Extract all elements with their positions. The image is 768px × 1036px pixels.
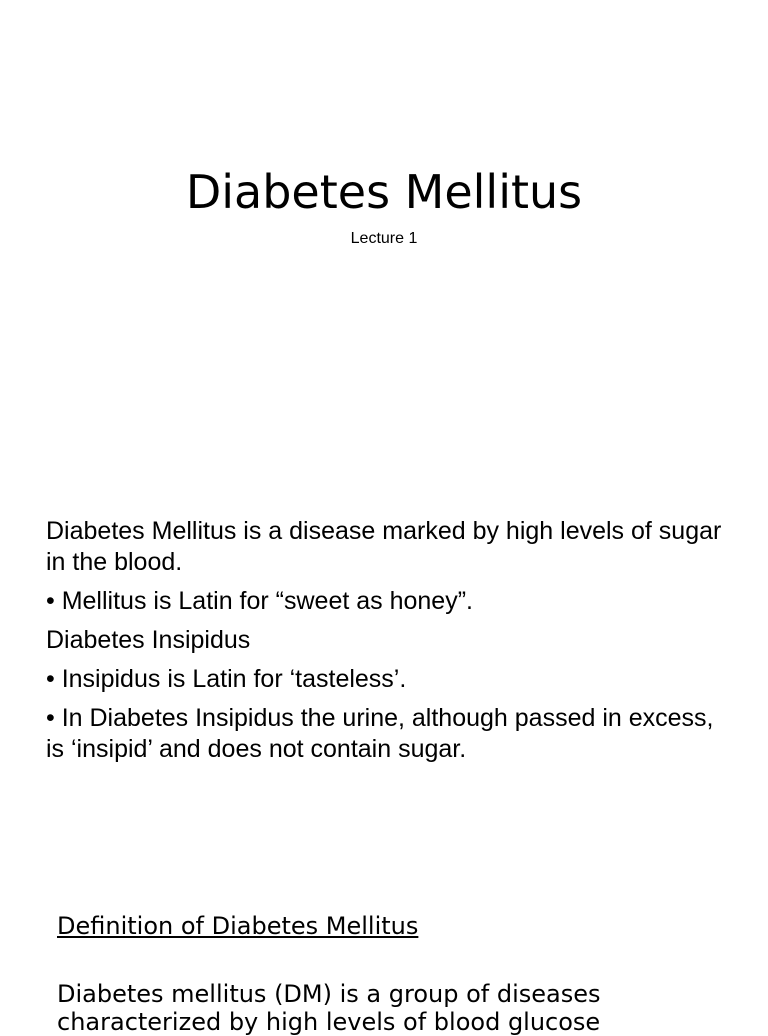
subheading-insipidus: Diabetes Insipidus <box>46 626 251 654</box>
intro-text-block <box>46 516 736 773</box>
page-title: Diabetes Mellitus <box>185 165 583 219</box>
intro-paragraph: Diabetes Mellitus is a disease marked by high levels of sugar in the blood. <box>46 517 722 576</box>
definition-text: Diabetes mellitus (DM) is a group of diseases characterized by high levels of blood glucose <box>57 980 601 1036</box>
bullet-mellitus: • Mellitus is Latin for “sweet as honey”. <box>46 587 473 615</box>
bullet-urine: • In Diabetes Insipidus the urine, although passed in excess, is ‘insipid’ and does not contain sugar. <box>46 704 714 763</box>
bullet-insipidus: • Insipidus is Latin for ‘tasteless’. <box>46 665 407 693</box>
page-subtitle: Lecture 1 <box>350 230 418 247</box>
definition-heading: Definition of Diabetes Mellitus <box>57 912 419 940</box>
